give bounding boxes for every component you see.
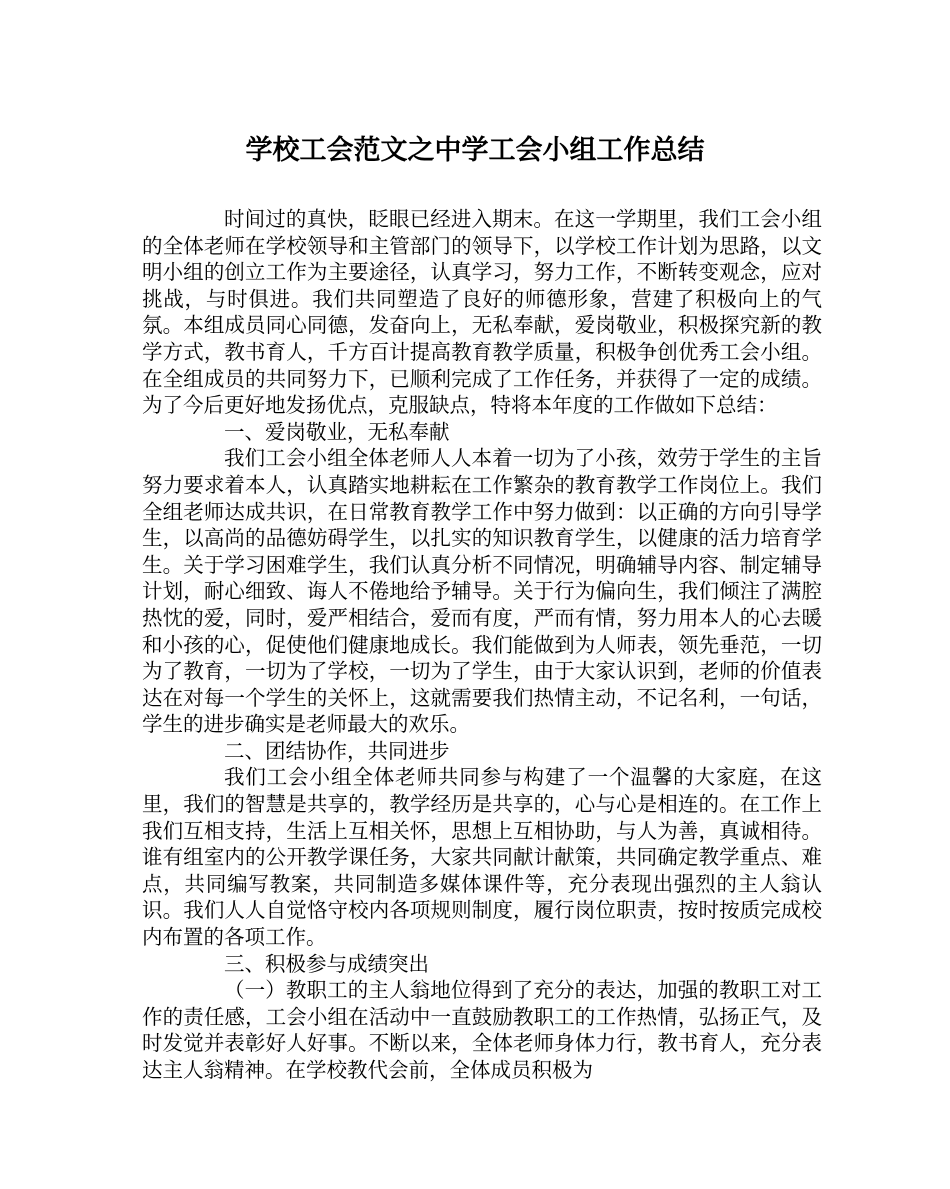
document-body	[142, 206, 822, 1084]
section-heading-3: 三、积极参与成绩突出	[224, 951, 429, 976]
paragraph-section-3-item-1: （一）教职工的主人翁地位得到了充分的表达，加强的教职工对工作的责任感，工会小组在活动中一直鼓励教职工的工作热情，弘扬正气，及时发觉并表彰好人好事。不断以来，全体老师身体力行，教书育人，充分表达主人翁精神。在学校教代会前，全体成员积极为	[142, 978, 822, 1082]
paragraph-section-1: 我们工会小组全体老师人人本着一切为了小孩，效劳于学生的主旨努力要求着本人，认真踏实地耕耘在工作繁杂的教育教学工作岗位上。我们全组老师达成共识，在日常教育教学工作中努力做到：以正确的方向引导学生，以高尚的品德妨碍学生，以扎实的知识教育学生，以健康的活力培育学生。关于学习困难学生，我们认真分析不同情况，明确辅导内容、制定辅导计划，耐心细致、诲人不倦地给予辅导。关于行为偏向生，我们倾注了满腔热忱的爱，同时，爱严相结合，爱而有度，严而有情，努力用本人的心去暖和小孩的心，促使他们健康地成长。我们能做到为人师表，领先垂范，一切为了教育，一切为了学校，一切为了学生，由于大家认识到，老师的价值表达在对每一个学生的关怀上，这就需要我们热情主动，不记名利，一句话，学生的进步确实是老师最大的欢乐。	[142, 446, 822, 737]
document-title: 学校工会范文之中学工会小组工作总结	[245, 135, 705, 166]
paragraph-section-2: 我们工会小组全体老师共同参与构建了一个温馨的大家庭，在这里，我们的智慧是共享的，教学经历是共享的，心与心是相连的。在工作上我们互相支持，生活上互相关怀，思想上互相协助，与人为善，真诚相待。谁有组室内的公开教学课任务，大家共同献计献策，共同确定教学重点、难点，共同编写教案，共同制造多媒体课件等，充分表现出强烈的主人翁认识。我们人人自觉恪守校内各项规则制度，履行岗位职责，按时按质完成校内布置的各项工作。	[142, 765, 822, 950]
section-heading-1: 一、爱岗敬业，无私奉献	[224, 419, 450, 444]
paragraph-intro: 时间过的真快，眨眼已经进入期末。在这一学期里，我们工会小组的全体老师在学校领导和主管部门的领导下，以学校工作计划为思路，以文明小组的创立工作为主要途径，认真学习，努力工作，不断转变观念，应对挑战，与时俱进。我们共同塑造了良好的师德形象，营建了积极向上的气氛。本组成员同心同德，发奋向上，无私奉献，爱岗敬业，积极探究新的教学方式，教书育人，千方百计提高教育教学质量，积极争创优秀工会小组。在全组成员的共同努力下，已顺利完成了工作任务，并获得了一定的成绩。为了今后更好地发扬优点，克服缺点，特将本年度的工作做如下总结：	[142, 207, 822, 418]
section-heading-2: 二、团结协作，共同进步	[224, 738, 450, 763]
